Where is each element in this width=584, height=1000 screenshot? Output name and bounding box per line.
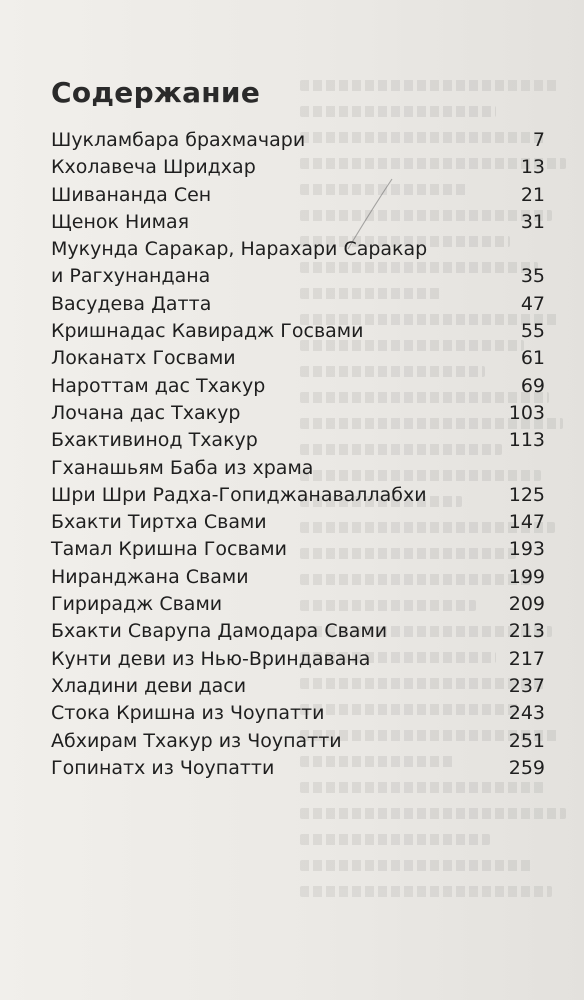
entry-page: 243 — [508, 702, 545, 725]
toc-entry — [51, 427, 545, 454]
entry-page: 251 — [508, 729, 545, 752]
entry-page: 7 — [532, 129, 545, 151]
toc-entry — [51, 755, 545, 782]
entry-title: Щенок Нимая — [51, 210, 190, 233]
entry-title: Тамал Кришна Госвами — [51, 538, 287, 561]
toc-list — [51, 127, 545, 782]
entry-title: Локанатх Госвами — [51, 347, 236, 370]
entry-page: 35 — [520, 265, 545, 288]
toc-entry — [51, 728, 545, 755]
entry-title: Шивананда Сен — [51, 183, 212, 206]
toc-entry — [51, 291, 545, 318]
toc-entry — [51, 618, 545, 645]
entry-title: Шукламбара брахмачари — [51, 129, 306, 151]
entry-page: 103 — [508, 401, 545, 424]
entry-page: 125 — [508, 483, 545, 506]
entry-page: 13 — [520, 156, 545, 179]
entry-title: Абхирам Тхакур из Чоупатти — [51, 729, 342, 752]
toc-entry — [51, 536, 545, 563]
entry-page: 217 — [508, 647, 545, 670]
entry-title: Бхакти Тиртха Свами — [51, 511, 267, 534]
toc-entry — [51, 127, 545, 154]
entry-page: 259 — [508, 756, 545, 779]
entry-title: Кунти деви из Нью-Вриндавана — [51, 647, 371, 670]
toc-entry — [51, 509, 545, 536]
entry-page: 47 — [520, 292, 545, 315]
entry-page: 213 — [508, 620, 545, 643]
entry-page: 55 — [520, 320, 545, 343]
toc-entry — [51, 373, 545, 400]
entry-title: Стока Кришна из Чоупатти — [51, 702, 325, 725]
entry-page: 21 — [520, 183, 545, 206]
entry-page: 69 — [520, 374, 545, 397]
entry-page: 193 — [508, 538, 545, 561]
toc-entry — [51, 646, 545, 673]
toc-entry — [51, 263, 545, 290]
toc-entry — [51, 154, 545, 181]
toc-entry — [51, 318, 545, 345]
entry-page: 61 — [520, 347, 545, 370]
toc-entry — [51, 345, 545, 372]
entry-page: 31 — [520, 210, 545, 233]
entry-title: Кхолавеча Шридхар — [51, 156, 256, 179]
toc-entry — [51, 673, 545, 700]
entry-page: 147 — [508, 511, 545, 534]
entry-title: Мукунда Саракар, Нарахари Саракар — [51, 238, 428, 261]
entry-title: Гирирадж Свами — [51, 593, 223, 616]
entry-title: Гханашьям Баба из храма — [51, 456, 314, 479]
entry-title: Хладини деви даси — [51, 674, 247, 697]
entry-title: Гопинатх из Чоупатти — [51, 756, 275, 779]
toc-entry — [51, 182, 545, 209]
entry-page: 209 — [508, 593, 545, 616]
entry-title: Кришнадас Кавирадж Госвами — [51, 320, 364, 343]
toc-entry — [51, 455, 545, 482]
entry-page: 113 — [508, 429, 545, 452]
entry-title: Шри Шри Радха-Гопиджанаваллабхи — [51, 483, 427, 506]
entry-page: 199 — [508, 565, 545, 588]
entry-page: 237 — [508, 674, 545, 697]
toc-entry — [51, 209, 545, 236]
toc-entry — [51, 700, 545, 727]
entry-title: Бхакти Сварупа Дамодара Свами — [51, 620, 388, 643]
entry-title: и Рагхунандана — [51, 265, 211, 288]
toc-entry — [51, 400, 545, 427]
toc-entry — [51, 236, 545, 263]
toc-entry — [51, 564, 545, 591]
entry-title: Бхактивинод Тхакур — [51, 429, 258, 452]
toc-entry — [51, 591, 545, 618]
entry-title: Васудева Датта — [51, 292, 212, 315]
toc-entry — [51, 482, 545, 509]
entry-title: Нароттам дас Тхакур — [51, 374, 266, 397]
toc-heading: Содержание — [51, 76, 261, 109]
entry-title: Ниранджана Свами — [51, 565, 249, 588]
entry-title: Лочана дас Тхакур — [51, 401, 241, 424]
